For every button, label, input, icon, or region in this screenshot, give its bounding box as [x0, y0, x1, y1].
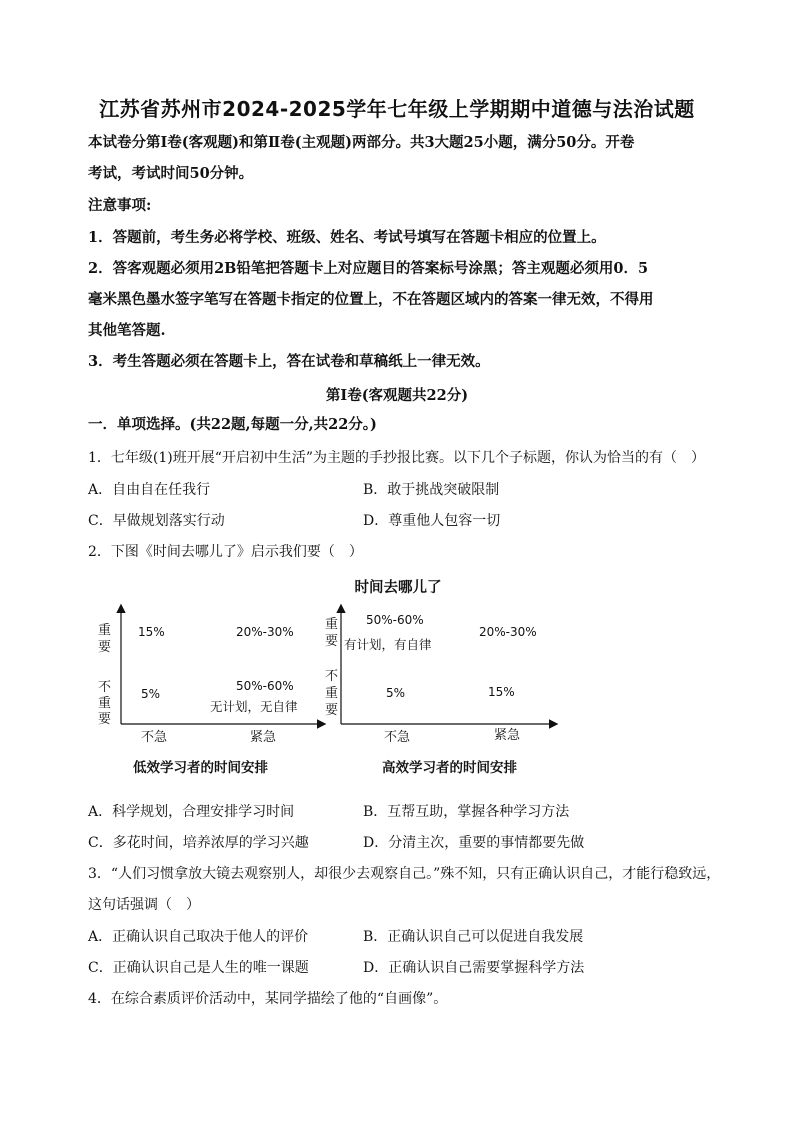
part-heading: 一．单项选择。(共22题,每题一分,共22分。) — [88, 416, 377, 433]
notice-1: 1．答题前，考生务必将学校、班级、姓名、考试号填写在答题卡相应的位置上。 — [88, 229, 606, 246]
panel1-y-label-important — [98, 623, 115, 655]
panel2-y-notimp-3: 要 — [325, 703, 339, 718]
page-title: 江苏省苏州市2024-2025学年七年级上学期期中道德与法治试题 — [99, 97, 695, 121]
panel1-caption: 低效学习者的时间安排 — [133, 760, 268, 776]
q3-option-a[interactable]: A．正确认识自己取决于他人的评价 — [88, 929, 309, 945]
panel2-cell-important-not-urgent: 50%-60% — [366, 613, 424, 627]
panel1-cell-notimportant-not-urgent: 5% — [141, 687, 161, 701]
figure-title: 时间去哪儿了 — [354, 580, 442, 596]
panel2-y-label-important — [325, 617, 342, 649]
panel2-caption: 高效学习者的时间安排 — [382, 760, 517, 776]
q1-option-d[interactable]: D．尊重他人包容一切 — [363, 513, 501, 529]
panel2-cell-notimportant-not-urgent: 5% — [386, 686, 406, 700]
panel1-y-label-not-important — [98, 680, 115, 727]
panel1-x-label-urgent: 紧急 — [250, 730, 277, 745]
figure-svg — [88, 576, 708, 790]
q1-option-b[interactable]: B．敢于挑战突破限制 — [363, 482, 500, 498]
question-3-stem-line-1: 3．“人们习惯拿放大镜去观察别人，却很少去观察自己。”殊不知，只有正确认识自己，才能行稳致远， — [88, 866, 721, 882]
panel1-y-important-1: 重 — [98, 623, 112, 638]
panel2-x-label-urgent: 紧急 — [494, 728, 521, 743]
q1-option-a[interactable]: A．自由自在任我行 — [88, 482, 211, 498]
q2-option-a[interactable]: A．科学规划，合理安排学习时间 — [88, 804, 295, 820]
notice-2c: 其他笔答题. — [88, 322, 166, 339]
notice-title: 注意事项: — [88, 197, 152, 214]
section-heading: 第Ⅰ卷(客观题共22分) — [325, 387, 469, 404]
time-matrix-figure — [88, 576, 708, 790]
panel2-cell-important-urgent: 20%-30% — [479, 625, 537, 639]
panel2-y-important-1: 重 — [325, 617, 339, 632]
panel2-cell-note: 有计划，有自律 — [344, 637, 432, 652]
question-4-stem: 4．在综合素质评价活动中，某同学描绘了他的“自画像”。 — [88, 991, 448, 1007]
panel1-y-notimp-3: 要 — [98, 712, 112, 727]
panel1-cell-note: 无计划，无自律 — [210, 699, 298, 714]
panel2-y-important-2: 要 — [325, 634, 339, 649]
panel1-cell-notimportant-urgent: 50%-60% — [236, 679, 294, 693]
panel2-y-notimp-2: 重 — [325, 686, 339, 701]
intro-line-2: 考试，考试时间50分钟。 — [88, 165, 254, 182]
panel1-y-notimp-1: 不 — [98, 680, 112, 695]
panel1-cell-important-not-urgent: 15% — [138, 625, 165, 639]
intro-line-1: 本试卷分第Ⅰ卷(客观题)和第Ⅱ卷(主观题)两部分。共3大题25小题，满分50分。开卷 — [88, 134, 635, 151]
question-2-stem: 2．下图《时间去哪儿了》启示我们要（ ） — [88, 544, 363, 560]
panel1-y-notimp-2: 重 — [98, 696, 112, 711]
notice-2a: 2．答客观题必须用2B铅笔把答题卡上对应题目的答案标号涂黑；答主观题必须用0．5 — [88, 260, 649, 277]
panel2-cell-notimportant-urgent: 15% — [488, 685, 515, 699]
panel1-cell-important-urgent: 20%-30% — [236, 625, 294, 639]
q3-option-b[interactable]: B．正确认识自己可以促进自我发展 — [363, 929, 584, 945]
q2-option-b[interactable]: B．互帮互助，掌握各种学习方法 — [363, 804, 570, 820]
panel2-x-label-not-urgent: 不急 — [384, 730, 411, 745]
notice-2b: 毫米黑色墨水签字笔写在答题卡指定的位置上，不在答题区域内的答案一律无效，不得用 — [88, 291, 654, 308]
q2-option-d[interactable]: D．分清主次，重要的事情都要先做 — [363, 835, 585, 851]
q2-option-c[interactable]: C．多花时间，培养浓厚的学习兴趣 — [88, 835, 309, 851]
panel2-y-label-not-important — [325, 669, 342, 718]
question-3-stem-line-2: 这句话强调（ ） — [88, 897, 200, 913]
q1-option-c[interactable]: C．早做规划落实行动 — [88, 513, 225, 529]
panel1-y-important-2: 要 — [98, 640, 112, 655]
panel1-x-label-not-urgent: 不急 — [141, 730, 168, 745]
notice-3: 3．考生答题必须在答题卡上，答在试卷和草稿纸上一律无效。 — [88, 353, 490, 370]
q3-option-d[interactable]: D．正确认识自己需要掌握科学方法 — [363, 960, 585, 976]
q3-option-c[interactable]: C．正确认识自己是人生的唯一课题 — [88, 960, 309, 976]
panel2-y-notimp-1: 不 — [325, 669, 339, 684]
question-1-stem: 1．七年级(1)班开展“开启初中生活”为主题的手抄报比赛。以下几个子标题，你认为恰当的有（ ） — [88, 450, 706, 466]
